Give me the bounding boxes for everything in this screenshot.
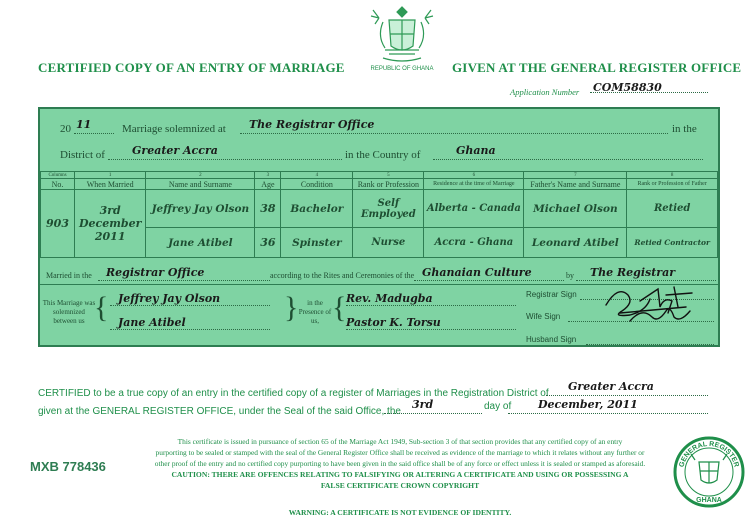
header-when-married: When Married (75, 179, 146, 190)
header-no: No. (41, 179, 75, 190)
solemnized-between-label: This Marriage was solemnized between us (42, 299, 96, 325)
register-office-title: GIVEN AT THE GENERAL REGISTER OFFICE (452, 60, 742, 75)
district-value: Greater Accra (132, 144, 218, 157)
columns-label: Columns (41, 172, 75, 179)
legal-footer (130, 436, 670, 491)
country-value: Ghana (456, 144, 496, 157)
certified-month-year: December, 2011 (538, 398, 638, 411)
marriage-entry-card (38, 107, 720, 347)
table-row (41, 190, 718, 228)
district-label: District of (60, 149, 105, 161)
header-name: Name and Surname (146, 179, 255, 190)
application-number: COM58830 (593, 81, 662, 94)
application-label: Application Number (510, 87, 580, 97)
brace-mid-right: { (332, 291, 347, 324)
officiant-value: The Registrar (590, 266, 676, 279)
husband-sign-label: Husband Sign (526, 335, 577, 344)
seal-bottom-text: GHANA (696, 497, 722, 504)
certified-text-one: CERTIFIED to be a true copy of an entry in the certified copy of a register of Marriages in the Registration District of (38, 388, 549, 399)
bride-name: Jane Atibel (146, 228, 255, 258)
brace-left: { (94, 291, 109, 324)
table-header-row (41, 179, 718, 190)
groom-age: 38 (255, 190, 281, 228)
wife-sign-label: Wife Sign (526, 312, 561, 321)
bride-rank: Nurse (353, 228, 424, 258)
groom-rank: Self Employed (353, 190, 424, 228)
bride-age: 36 (255, 228, 281, 258)
bride-father: Leonard Atibel (524, 228, 627, 258)
ghana-crest-icon (369, 6, 435, 80)
legal-text-two: purporting to be sealed or stamped with the seal of the General Register Office shall be received as evidence of the marriage to which it relates without any further or (155, 448, 645, 457)
certificate-title: CERTIFIED COPY OF AN ENTRY OF MARRIAGE (38, 60, 345, 75)
day-of-label: day of (484, 401, 512, 412)
party-one: Jeffrey Jay Olson (118, 292, 221, 305)
brace-mid-left: } (284, 291, 299, 324)
bride-condition: Spinster (281, 228, 353, 258)
column-number-row: Columns 1 2 3 4 5 6 7 8 (41, 172, 718, 179)
register-table (40, 171, 718, 258)
entry-number: 903 (41, 190, 75, 258)
header-age: Age (255, 179, 281, 190)
groom-father-rank: Retied (627, 190, 718, 228)
country-label: in the Country of (345, 149, 421, 161)
witness-one: Rev. Madugba (346, 292, 433, 305)
serial-number: MXB 778436 (30, 459, 106, 474)
warning-text: WARNING: A CERTIFICATE IS NOT EVIDENCE OF IDENTITY. (288, 508, 512, 517)
registrar-sign-label: Registrar Sign (526, 290, 577, 299)
rites-label: according to the Rites and Ceremonies of the (270, 271, 415, 280)
seal-top-text: GENERAL REGISTER (678, 440, 740, 468)
bride-residence: Accra - Ghana (424, 228, 524, 258)
application-number-row (510, 82, 710, 96)
married-in-value: Registrar Office (106, 266, 205, 279)
certified-day: 3rd (412, 398, 434, 411)
witness-two: Pastor K. Torsu (346, 316, 441, 329)
in-the-label: in the (672, 123, 697, 135)
groom-name: Jeffrey Jay Olson (146, 190, 255, 228)
bride-father-rank: Retied Contractor (627, 228, 718, 258)
certified-line-two (38, 398, 708, 417)
groom-father: Michael Olson (524, 190, 627, 228)
header-rank: Rank or Profession (353, 179, 424, 190)
header-condition: Condition (281, 179, 353, 190)
crest-caption: REPUBLIC OF GHANA (370, 66, 434, 72)
legal-text-three: other proof of the entry and no certified copy purporting to have been given in the said office shall be of any force or effect unless it is sealed or stamped as aforesaid. (154, 459, 646, 468)
certified-district: Greater Accra (568, 380, 654, 393)
header-residence: Residence at the time of Marriage (424, 179, 524, 190)
certified-line-one (38, 380, 708, 399)
registrar-signature (600, 277, 710, 332)
when-married: 3rd December 2011 (75, 190, 146, 258)
married-in-label: Married in the (46, 271, 92, 280)
entry-year: 11 (76, 118, 92, 131)
register-office-seal-icon (673, 436, 745, 508)
caution-line-two: FALSE CERTIFICATE CROWN COPYRIGHT (320, 481, 480, 490)
by-label: by (566, 271, 574, 280)
caution-line-one: CAUTION: THERE ARE OFFENCES RELATING TO FALSIFYING OR ALTERING A CERTIFICATE AND USING OR POSSESSING A (171, 470, 629, 479)
legal-text-one: This certificate is issued in pursuance of section 65 of the Marriage Act 1949, Sub-section 3 of that section provides that any certified copy of an entry (177, 437, 623, 446)
presence-label: in the Presence of us, (298, 299, 332, 325)
solemnized-label: Marriage solemnized at (122, 123, 226, 135)
certified-text-two: given at the GENERAL REGISTER OFFICE, under the Seal of the said Office, the (38, 406, 401, 417)
year-prefix: 20 (60, 123, 71, 135)
groom-condition: Bachelor (281, 190, 353, 228)
marriage-place: The Registrar Office (249, 118, 375, 131)
party-two: Jane Atibel (118, 316, 186, 329)
groom-residence: Alberta - Canada (424, 190, 524, 228)
header-father-rank: Rank or Profession of Father (627, 179, 718, 190)
rites-value: Ghanaian Culture (422, 266, 532, 279)
header-father: Father's Name and Surname (524, 179, 627, 190)
